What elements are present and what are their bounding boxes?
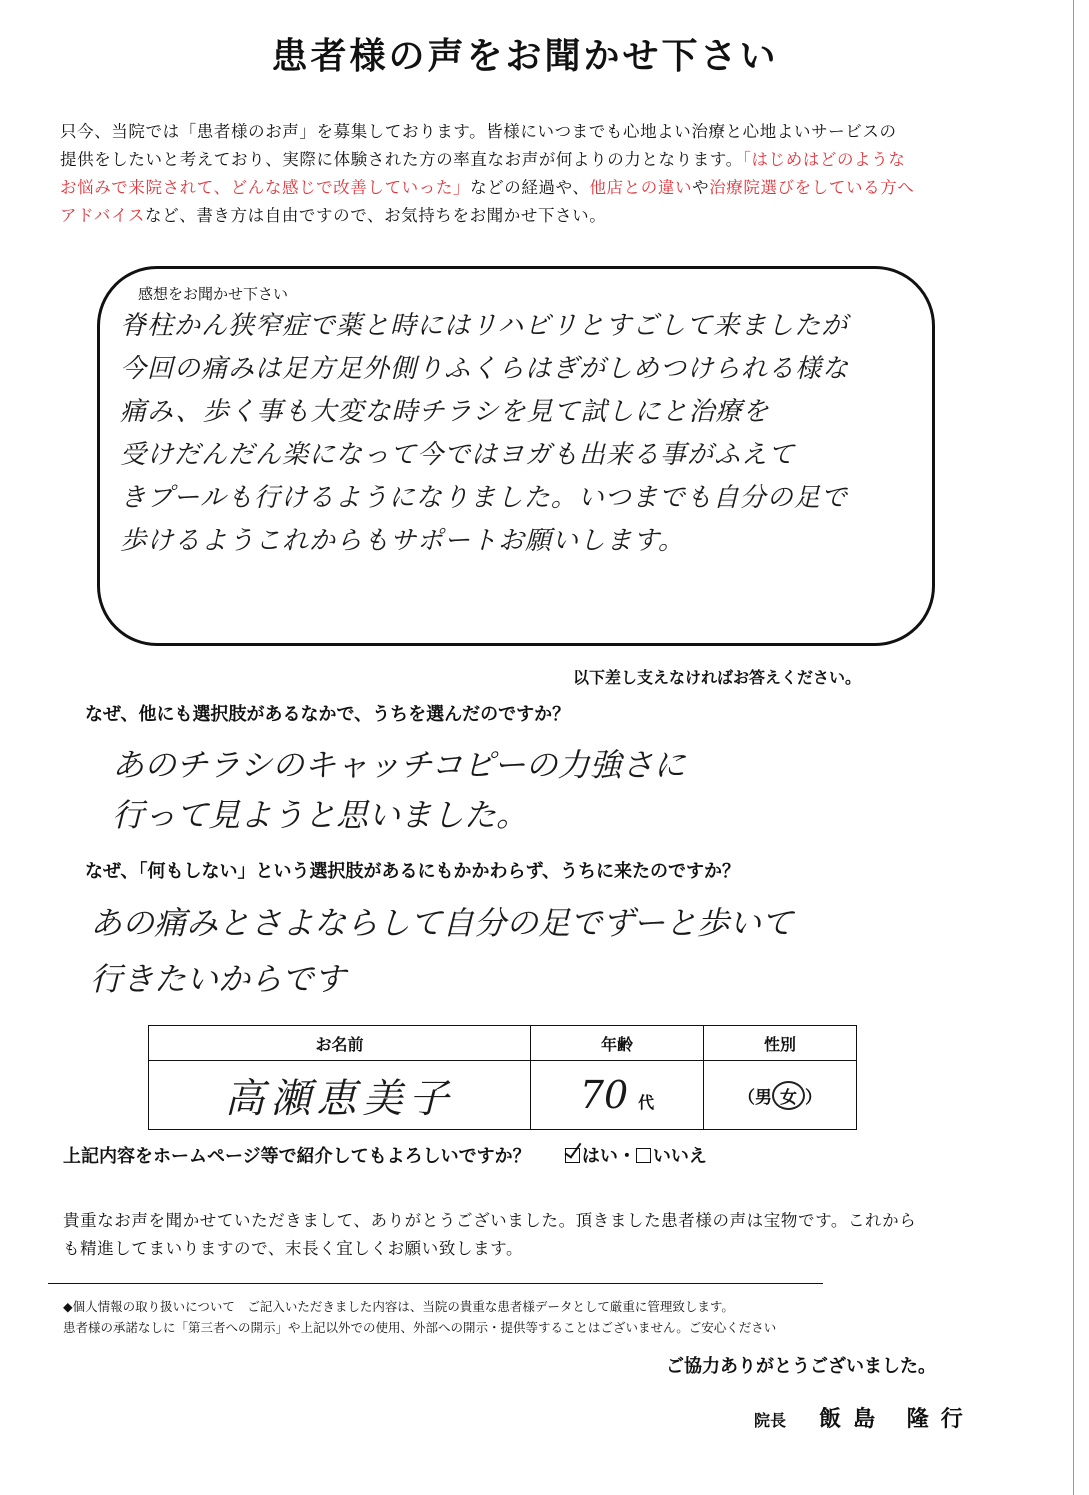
patient-info-table: [148, 1025, 857, 1130]
intro-highlight: 治療院選びをしている方へ: [709, 178, 915, 197]
intro-line-3: お悩みで来院されて、どんな感じで改善していった」などの経過や、他店との違いや治療院選びをしている方へ: [60, 178, 915, 197]
gender-options: （男 女 ）: [738, 1088, 822, 1108]
consent-options: はい・ いいえ: [565, 1146, 707, 1167]
divider: [48, 1283, 823, 1284]
gender-male: 男: [755, 1087, 772, 1108]
answer-line: あのチラシのキャッチコピーの力強さに: [112, 746, 686, 784]
impression-line: 今回の痛みは足方足外側りふくらはぎがしめつけられる様な: [120, 354, 850, 384]
checkbox-no[interactable]: [636, 1148, 651, 1163]
optional-note: 以下差し支えなければお答えください。: [573, 668, 862, 687]
gender-cell: [704, 1061, 857, 1130]
answer-line: あの痛みとさよならして自分の足でずーと歩いて: [90, 904, 794, 942]
header-age: 年齢: [531, 1026, 704, 1061]
consent-question: 上記内容をホームページ等で紹介してもよろしいですか？ はい・ いいえ: [63, 1146, 707, 1167]
age-unit: 代: [638, 1093, 655, 1112]
signature-name: 飯島 隆行: [819, 1407, 975, 1432]
consent-yes-label: はい: [581, 1146, 618, 1167]
intro-line-2: 提供をしたいと考えており、実際に体験された方の率直なお声が何よりの力となります。「はじめはどのような: [60, 150, 906, 169]
patient-age: 70: [579, 1073, 629, 1117]
intro-highlight: アドバイス: [60, 206, 146, 225]
name-cell: [149, 1061, 531, 1130]
privacy-line-2: 患者様の承諾なしに「第三者への開示」や上記以外での使用、外部への開示・提供等することはございません。ご安心ください: [63, 1320, 777, 1335]
page-title: 患者様の声をお聞かせ下さい: [271, 36, 779, 77]
scan-edge-line: [1073, 0, 1074, 1495]
impression-line: 痛み、歩く事も大変な時チラシを見て試しにと治療を: [120, 397, 770, 427]
gender-female-circled: 女: [772, 1081, 805, 1110]
privacy-notice: [63, 1296, 776, 1338]
question-1: なぜ、他にも選択肢があるなかで、うちを選んだのですか？: [85, 704, 571, 725]
answer-line: 行って見ようと思いました。: [112, 796, 529, 834]
impression-line: 脊柱かん狭窄症で薬と時にはリハビリとすごして来ましたが: [120, 311, 849, 341]
impression-handwriting: [120, 305, 930, 563]
intro-highlight: 他店との違い: [589, 178, 693, 197]
consent-no-label: いいえ: [652, 1146, 707, 1167]
answer-line: 行きたいからです: [90, 960, 346, 998]
impression-line: 歩けるようこれからもサポートお願いします。: [120, 526, 685, 556]
answer-2: [90, 895, 793, 1007]
closing-message: ご協力ありがとうございました。: [666, 1356, 936, 1377]
age-cell: [531, 1061, 704, 1130]
signature: [754, 1402, 975, 1433]
signature-title: 院長: [754, 1411, 787, 1430]
thanks-paragraph: [63, 1207, 1013, 1263]
answer-1: [112, 740, 685, 840]
privacy-line-1: ◆個人情報の取り扱いについて ご記入いただきました内容は、当院の貴重な患者様データとして厳重に管理致します。: [63, 1299, 734, 1314]
intro-highlight: 「はじめはどのような: [742, 150, 906, 169]
header-gender: 性別: [704, 1026, 857, 1061]
intro-line-1: 只今、当院では「患者様のお声」を募集しております。皆様にいつまでも心地よい治療と心地よいサービスの: [60, 122, 897, 141]
intro-line-4: アドバイスなど、書き方は自由ですので、お気持ちをお聞かせ下さい。: [60, 206, 607, 225]
patient-name: 高瀬恵美子: [224, 1075, 455, 1122]
intro-paragraph: [60, 118, 1010, 230]
thanks-line-2: も精進してまいりますので、末長く宜しくお願い致します。: [63, 1239, 524, 1258]
impression-label: 感想をお聞かせ下さい: [138, 285, 289, 303]
thanks-line-1: 貴重なお声を聞かせていただきまして、ありがとうございました。頂きました患者様の声は宝物です。これから: [63, 1211, 917, 1230]
intro-highlight: お悩みで来院されて、どんな感じで改善していった」: [60, 178, 471, 197]
impression-line: きプールも行けるようになりました。いつまでも自分の足で: [120, 483, 848, 513]
header-name: お名前: [149, 1026, 531, 1061]
question-2: なぜ、「何もしない」という選択肢があるにもかかわらず、うちに来たのですか？: [85, 861, 741, 882]
checkbox-yes-checked[interactable]: [565, 1148, 580, 1163]
impression-line: 受けだんだん楽になって今ではヨガも出来る事がふえて: [120, 440, 796, 470]
